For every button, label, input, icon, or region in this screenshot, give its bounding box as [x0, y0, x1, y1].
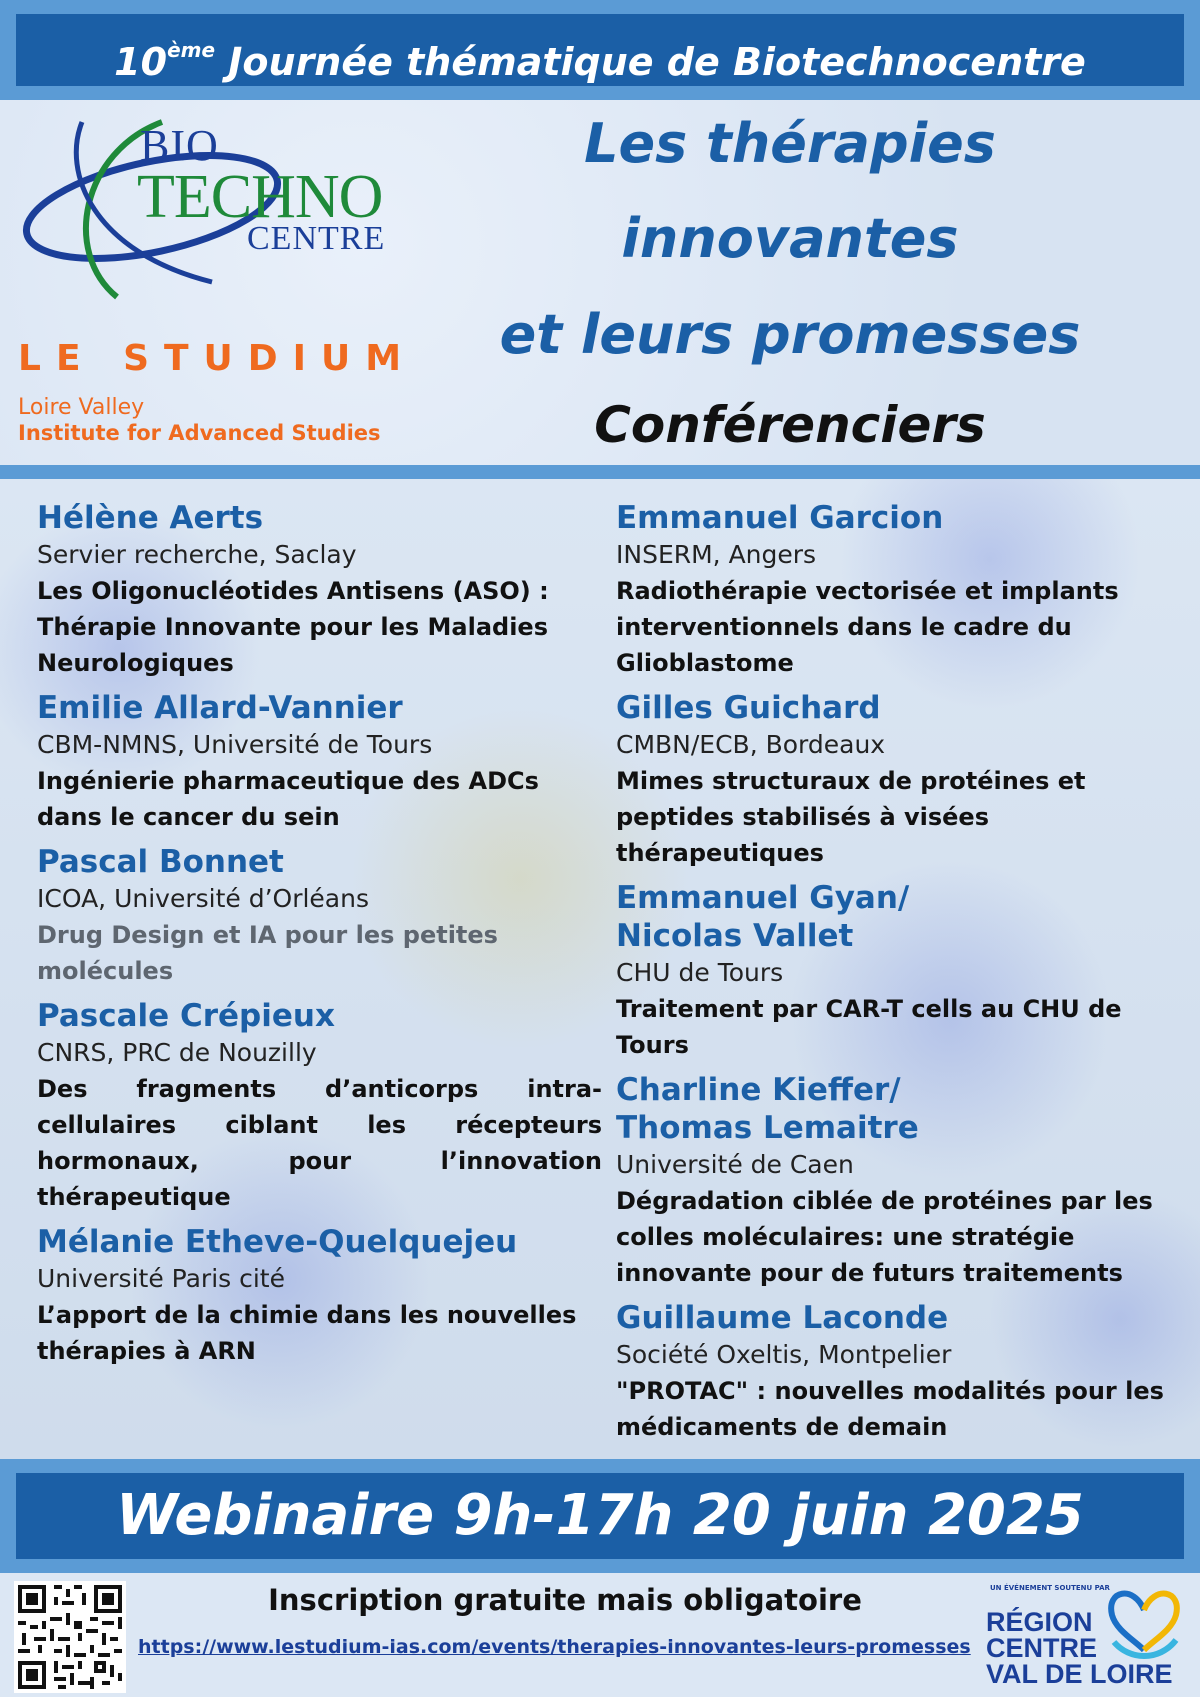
speaker-card [37, 499, 602, 681]
speakers-panel [0, 479, 1200, 1459]
banner-number: 10 [114, 40, 168, 84]
speaker-card [37, 1223, 602, 1369]
speaker-card [616, 1071, 1176, 1291]
speaker-name: Hélène Aerts [37, 500, 264, 536]
speaker-name: Pascale Crépieux [37, 998, 335, 1034]
speaker-affiliation: ICOA, Université d’Orléans [37, 884, 369, 913]
logo-centre-text: CENTRE [247, 220, 386, 257]
heart-logo-icon [1104, 1580, 1184, 1670]
speaker-card [37, 689, 602, 835]
speaker-name: Gilles Guichard [616, 690, 881, 726]
speaker-talk: Les Oligonucléotides Antisens (ASO) : Thérapie Innovante pour les Maladies Neurologiques [37, 577, 549, 677]
speaker-name: Emmanuel Garcion [616, 500, 944, 536]
speaker-name-second: Nicolas Vallet [616, 918, 854, 954]
speaker-card [616, 689, 1176, 871]
divider [0, 465, 1200, 479]
speaker-affiliation: Société Oxeltis, Montpelier [616, 1340, 952, 1369]
speaker-affiliation: INSERM, Angers [616, 540, 817, 569]
speaker-name: Pascal Bonnet [37, 844, 284, 880]
qr-code-icon[interactable] [14, 1581, 126, 1693]
divider [0, 1559, 1200, 1573]
speaker-affiliation: CMBN/ECB, Bordeaux [616, 730, 886, 759]
speaker-card [616, 879, 1176, 1063]
region-line-3: VAL DE LOIRE [986, 1659, 1173, 1689]
speaker-affiliation: CHU de Tours [616, 958, 784, 987]
studium-logo-institute: Institute for Advanced Studies [18, 421, 381, 445]
speaker-name: Guillaume Laconde [616, 1300, 949, 1336]
divider [0, 1459, 1200, 1473]
speaker-name: Mélanie Etheve-Quelquejeu [37, 1224, 518, 1260]
speakers-right-column [616, 499, 1176, 1453]
event-banner [16, 14, 1184, 86]
speaker-affiliation: CNRS, PRC de Nouzilly [37, 1038, 317, 1067]
studium-logo-subtitle: Loire Valley [18, 395, 145, 420]
title-line-1: Les thérapies [584, 112, 996, 175]
speaker-affiliation: Université de Caen [616, 1150, 854, 1179]
region-line-1: RÉGION [986, 1607, 1093, 1637]
logo-techno-text: TECHNO [137, 163, 383, 231]
speaker-talk: "PROTAC" : nouvelles modalités pour les médicaments de demain [616, 1377, 1164, 1441]
title-line-2: innovantes [621, 207, 959, 270]
webinar-banner: Webinaire 9h-17h 20 juin 2025 [16, 1473, 1184, 1559]
biotechnocentre-logo [22, 112, 386, 312]
speaker-talk: Traitement par CAR-T cells au CHU de Tours [616, 995, 1122, 1059]
speaker-talk: Ingénierie pharmaceutique des ADCs dans le cancer du sein [37, 767, 539, 831]
speaker-card [37, 997, 602, 1215]
region-support-text: UN ÉVÉNEMENT SOUTENU PAR [990, 1584, 1110, 1592]
speaker-talk: Dégradation ciblée de protéines par les colles moléculaires: une stratégie innovante pour de futurs traitements [616, 1187, 1153, 1287]
title-line-3: et leurs promesses [499, 303, 1081, 366]
banner-superscript: ème [167, 38, 216, 62]
registration-note: Inscription gratuite mais obligatoire [268, 1583, 862, 1617]
banner-text: Journée thématique de Biotechnocentre [228, 40, 1086, 84]
speaker-talk: Radiothérapie vectorisée et implants interventionnels dans le cadre du Glioblastome [616, 577, 1119, 677]
speaker-name: Emmanuel Gyan/ [616, 880, 910, 916]
speakers-left-column [37, 499, 602, 1377]
region-line-2: CENTRE [986, 1633, 1098, 1663]
speaker-name-second: Thomas Lemaitre [616, 1110, 919, 1146]
studium-logo-title: LE STUDIUM [18, 338, 417, 379]
speaker-affiliation: Servier recherche, Saclay [37, 540, 357, 569]
speaker-name: Charline Kieffer/ [616, 1072, 901, 1108]
speaker-talk: Mimes structuraux de protéines et peptides stabilisés à visées thérapeutiques [616, 767, 1086, 867]
speaker-talk: L’apport de la chimie dans les nouvelles thérapies à ARN [37, 1301, 577, 1365]
speaker-talk: Drug Design et IA pour les petites molécules [37, 921, 498, 985]
speaker-affiliation: Université Paris cité [37, 1264, 285, 1293]
speakers-heading: Conférenciers [594, 396, 986, 454]
region-centre-logo [986, 1578, 1186, 1693]
speaker-affiliation: CBM-NMNS, Université de Tours [37, 730, 433, 759]
speaker-talk: Des fragments d’anticorps intra-cellulaires ciblant les récepteurs hormonaux, pour l’innovation thérapeutique [37, 1075, 602, 1211]
speaker-card [616, 499, 1176, 681]
event-link[interactable]: https://www.lestudium-ias.com/events/therapies-innovantes-leurs-promesses [138, 1636, 971, 1658]
speaker-name: Emilie Allard-Vannier [37, 690, 403, 726]
speaker-card [616, 1299, 1176, 1445]
logo-bio-text: BIO [140, 121, 219, 170]
speaker-card [37, 843, 602, 989]
